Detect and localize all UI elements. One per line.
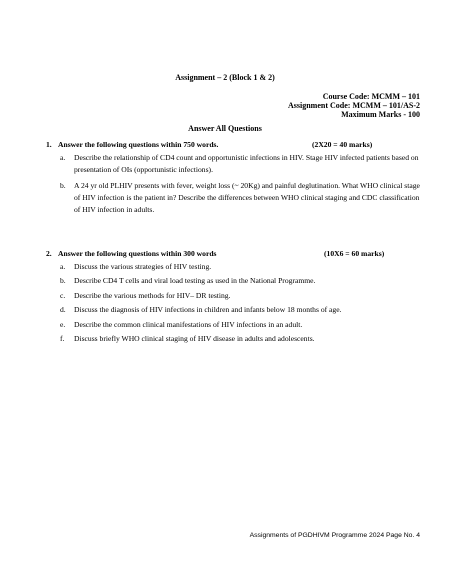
- sub-question-text: Discuss the various strategies of HIV testing.: [74, 262, 212, 271]
- sub-question: [46, 180, 426, 216]
- sub-question-text: Discuss briefly WHO clinical staging of HIV disease in adults and adolescents.: [74, 333, 315, 343]
- sub-question: [46, 152, 426, 176]
- question-text: Answer the following questions within 300 words: [58, 249, 217, 258]
- question-heading: [46, 140, 426, 152]
- code-block: [288, 92, 420, 119]
- sub-question-letter: f.: [60, 333, 65, 343]
- question-1: [46, 140, 426, 220]
- question-number: 2.: [46, 249, 52, 258]
- instruction-heading: Answer All Questions: [188, 124, 262, 133]
- sub-question-letter: e.: [60, 319, 66, 329]
- sub-question: [46, 333, 426, 345]
- question-heading: [46, 249, 426, 261]
- question-marks: (2X20 = 40 marks): [312, 140, 373, 149]
- sub-question: [46, 290, 426, 302]
- question-2: [46, 249, 426, 347]
- sub-question-text: Describe the various methods for HIV– DR testing.: [74, 290, 231, 300]
- sub-question-text: A 24 yr old PLHIV presents with fever, weight loss (~ 20Kg) and painful deglutination. What WHO clinical stage of HIV infection is the patient in? Describe the differences between WHO clinical staging and CDC classification of HIV infection in adults.: [74, 181, 420, 214]
- sub-question: [46, 304, 426, 316]
- sub-question-letter: c.: [60, 290, 66, 300]
- assignment-title: Assignment – 2 (Block 1 & 2): [175, 73, 275, 82]
- sub-question-letter: a.: [60, 153, 66, 162]
- sub-question-letter: b.: [60, 181, 66, 190]
- sub-question-list: [46, 261, 426, 345]
- sub-question: [46, 319, 426, 331]
- sub-question-text: Describe the common clinical manifestations of HIV infections in an adult.: [74, 319, 303, 329]
- page-footer: Assignments of PGDHIVM Programme 2024 Page No. 4: [249, 532, 420, 539]
- assignment-code: Assignment Code: MCMM – 101/AS-2: [288, 101, 420, 110]
- sub-question-letter: a.: [60, 262, 66, 271]
- sub-question-text: Describe the relationship of CD4 count and opportunistic infections in HIV. Stage HIV infected patients based on presentation of OIs (opportunistic infections).: [74, 153, 419, 174]
- sub-question: [46, 261, 426, 273]
- sub-question-text: Discuss the diagnosis of HIV infections in children and infants below 18 months of age.: [74, 305, 342, 315]
- question-text: Answer the following questions within 750 words.: [58, 140, 219, 149]
- sub-question-letter: d.: [60, 305, 66, 315]
- course-code: Course Code: MCMM – 101: [322, 92, 420, 101]
- maximum-marks: Maximum Marks - 100: [341, 110, 420, 119]
- sub-question-list: [46, 152, 426, 216]
- sub-question-text: Describe CD4 T cells and viral load testing as used in the National Programme.: [74, 276, 316, 286]
- sub-question-letter: b.: [60, 276, 66, 286]
- sub-question: [46, 275, 426, 287]
- question-number: 1.: [46, 140, 52, 149]
- question-marks: (10X6 = 60 marks): [324, 249, 385, 258]
